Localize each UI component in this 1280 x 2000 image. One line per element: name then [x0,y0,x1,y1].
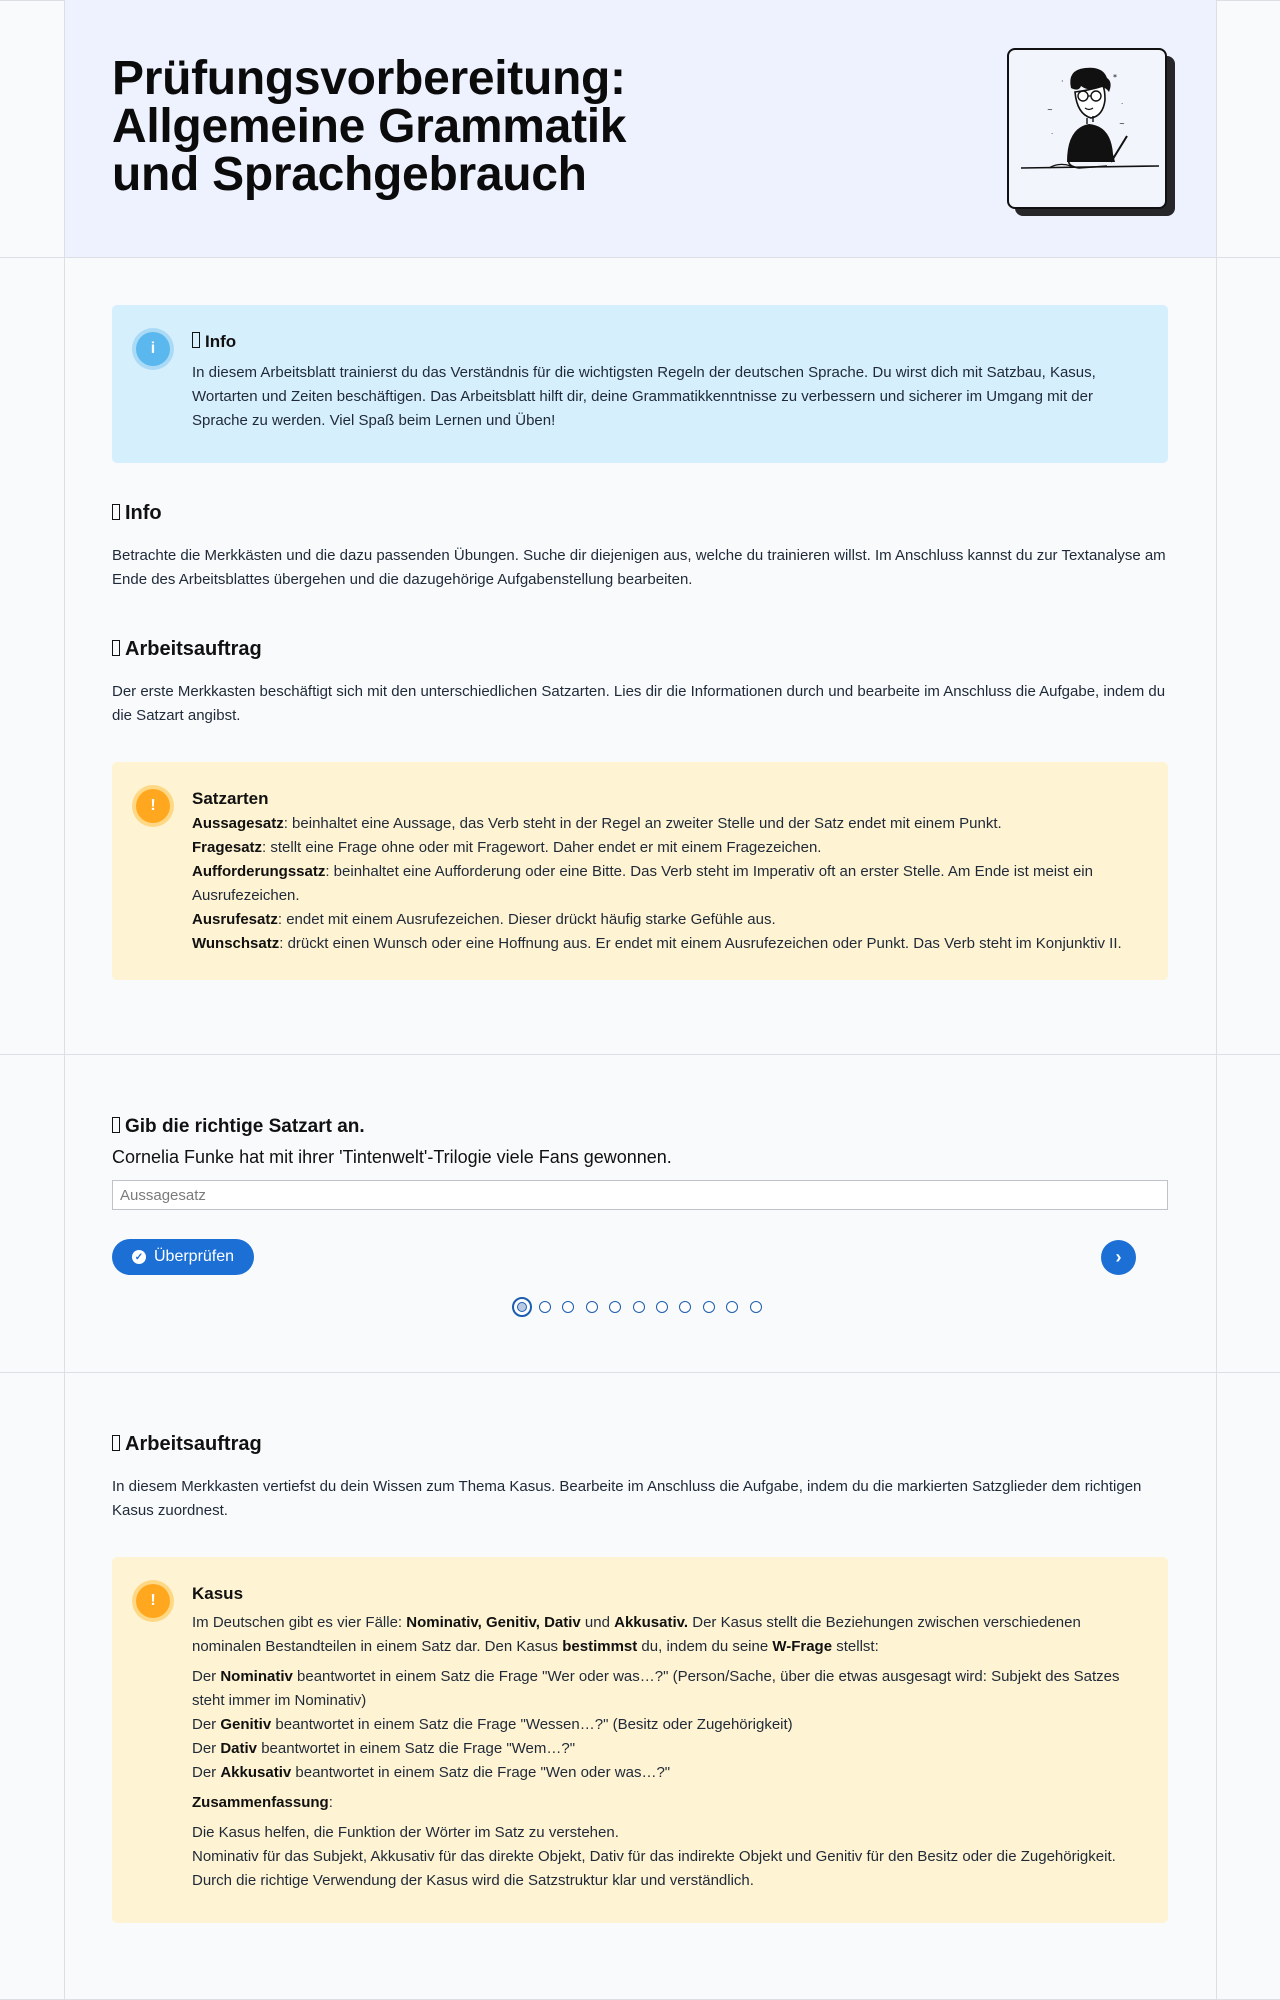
satzart-item: Aufforderungssatz: beinhaltet eine Aufforderung oder eine Bitte. Das Verb steht im Imperativ oft an erster Stelle. Am Ende ist meist ein Ausrufezeichen. [192,863,1093,904]
pagination-dot[interactable] [609,1301,621,1313]
satzarten-box [112,762,1168,980]
info-text: Betrachte die Merkkästen und die dazu passenden Übungen. Suche dir diejenigen aus, welche du trainieren willst. Im Anschluss kannst du zur Textanalyse am Ende des Arbeitsblattes übergehen und die dazugehörige Aufgabenstellung bearbeiten. [112,547,1166,588]
page-title [112,52,672,201]
missing-glyph-icon [112,1117,120,1133]
svg-text:*: * [1113,73,1117,82]
satzarten-list [192,812,1140,956]
pagination-dot[interactable] [633,1301,645,1313]
missing-glyph-icon [112,504,120,520]
answer-input[interactable] [112,1180,1168,1210]
task2-section [112,1431,1168,1523]
satzarten-box-section [112,762,1168,980]
pagination-dot[interactable] [586,1301,598,1313]
info-icon: i [136,332,170,366]
student-laptop-illustration [1007,48,1167,209]
check-icon: ✓ [132,1250,146,1264]
kasus-summary [192,1821,1140,1893]
student-illustration-icon [1009,50,1165,206]
exercise-heading: Gib die richtige Satzart an. [112,1114,1168,1140]
summary-line: Nominativ für das Subjekt, Akkusativ für das direkte Objekt, Dativ für das indirekte Objekt und Genitiv für den Besitz oder die Zugehörigkeit. [192,1848,1116,1865]
check-button[interactable] [112,1239,254,1275]
info-heading: Info [112,500,1168,526]
check-button-label: Überprüfen [154,1248,235,1265]
task2-text: In diesem Merkkasten vertiefst du dein Wissen zum Thema Kasus. Bearbeite im Anschluss die Aufgabe, indem du die markierten Satzglieder dem richtigen Kasus zuordnest. [112,1478,1142,1519]
title-line: und Sprachgebrauch [112,148,587,201]
svg-text:~: ~ [1119,120,1125,128]
pagination-dot-active[interactable] [512,1297,532,1317]
info-box-title: Info [192,331,1140,353]
missing-glyph-icon [112,1435,120,1451]
info-box-section [112,305,1168,463]
task1-text: Der erste Merkkasten beschäftigt sich mit den unterschiedlichen Satzarten. Lies dir die Informationen durch und bearbeite im Anschluss die Aufgabe, indem du die Satzart angibst. [112,683,1166,724]
exercise-section [112,1114,1168,1210]
info-box-text: In diesem Arbeitsblatt trainierst du das Verständnis für die wichtigsten Regeln der deutschen Sprache. Du wirst dich mit Satzbau, Kasus, Wortarten und Zeiten beschäftigen. Das Arbeitsblatt hilft dir, deine Grammatikkenntnisse zu verbessern und sicherer im Umgang mit der Sprache zu werden. Viel Spaß beim Lernen und Üben! [192,364,1096,429]
satzart-item: Wunschsatz: drückt einen Wunsch oder eine Hoffnung aus. Er endet mit einem Ausrufezeichen oder Punkt. Das Verb steht im Konjunktiv II. [192,935,1122,952]
layout-divider [64,0,65,2000]
missing-glyph-icon [192,332,200,348]
pagination-dot[interactable] [703,1301,715,1313]
satzarten-title: Satzarten [192,789,269,808]
kasus-case-item: Der Akkusativ beantwortet in einem Satz die Frage "Wen oder was…?" [192,1764,671,1781]
layout-divider [0,257,1280,258]
kasus-case-item: Der Genitiv beantwortet in einem Satz die Frage "Wessen…?" (Besitz oder Zugehörigkeit) [192,1716,793,1733]
header-illustration [1007,48,1175,218]
kasus-case-list [192,1665,1140,1785]
satzart-item: Fragesatz: stellt eine Frage ohne oder mit Fragewort. Daher endet er mit einem Fragezeichen. [192,839,822,856]
kasus-intro: Im Deutschen gibt es vier Fälle: Nominativ, Genitiv, Dativ und Akkusativ. Der Kasus stellt die Beziehungen zwischen verschiedenen nominalen Bestandteilen in einem Satz dar. Den Kasus bestimmst du, indem du seine W-Frage stellst: [192,1614,1081,1655]
exercise-sentence: Cornelia Funke hat mit ihrer 'Tintenwelt'-Trilogie viele Fans gewonnen. [112,1147,672,1167]
kasus-case-item: Der Dativ beantwortet in einem Satz die Frage "Wem…?" [192,1740,576,1757]
layout-divider [0,1372,1280,1373]
layout-divider [1216,0,1217,2000]
pagination-dots [512,1297,773,1317]
warning-icon: ! [136,1584,170,1618]
summary-line: Die Kasus helfen, die Funktion der Wörter im Satz zu verstehen. [192,1824,619,1841]
pagination-dot[interactable] [539,1301,551,1313]
kasus-box-section [112,1557,1168,1923]
summary-line: Durch die richtige Verwendung der Kasus wird die Satzstruktur klar und verständlich. [192,1872,754,1889]
satzart-item: Ausrufesatz: endet mit einem Ausrufezeichen. Dieser drückt häufig starke Gefühle aus. [192,911,776,928]
pagination-dot[interactable] [656,1301,668,1313]
task2-heading: Arbeitsauftrag [112,1431,1168,1457]
svg-text:·: · [1061,77,1064,86]
warning-icon: ! [136,789,170,823]
kasus-case-item: Der Nominativ beantwortet in einem Satz die Frage "Wer oder was…?" (Person/Sache, über die etwas ausgesagt wird: Subjekt des Satzes steht immer im Nominativ) [192,1668,1120,1709]
title-line: Prüfungsvorbereitung: [112,52,626,105]
svg-text:·: · [1121,100,1124,108]
missing-glyph-icon [112,640,120,656]
exercise-controls [112,1239,1168,1277]
info-section [112,500,1168,592]
satzart-item: Aussagesatz: beinhaltet eine Aussage, das Verb steht in der Regel an zweiter Stelle und der Satz endet mit einem Punkt. [192,815,1002,832]
pagination-dot[interactable] [562,1301,574,1313]
kasus-summary-title: Zusammenfassung: [192,1794,333,1811]
svg-text:~: ~ [1047,106,1053,114]
pagination-dot[interactable] [750,1301,762,1313]
chevron-right-icon: › [1115,1247,1122,1267]
info-box [112,305,1168,463]
layout-divider [0,1054,1280,1055]
pagination-dot[interactable] [726,1301,738,1313]
task1-section [112,636,1168,728]
next-button[interactable] [1101,1240,1136,1275]
svg-text:·: · [1051,130,1054,138]
kasus-box [112,1557,1168,1923]
kasus-title: Kasus [192,1584,244,1603]
pagination-dot[interactable] [679,1301,691,1313]
title-line: Allgemeine Grammatik [112,100,627,153]
task1-heading: Arbeitsauftrag [112,636,1168,662]
